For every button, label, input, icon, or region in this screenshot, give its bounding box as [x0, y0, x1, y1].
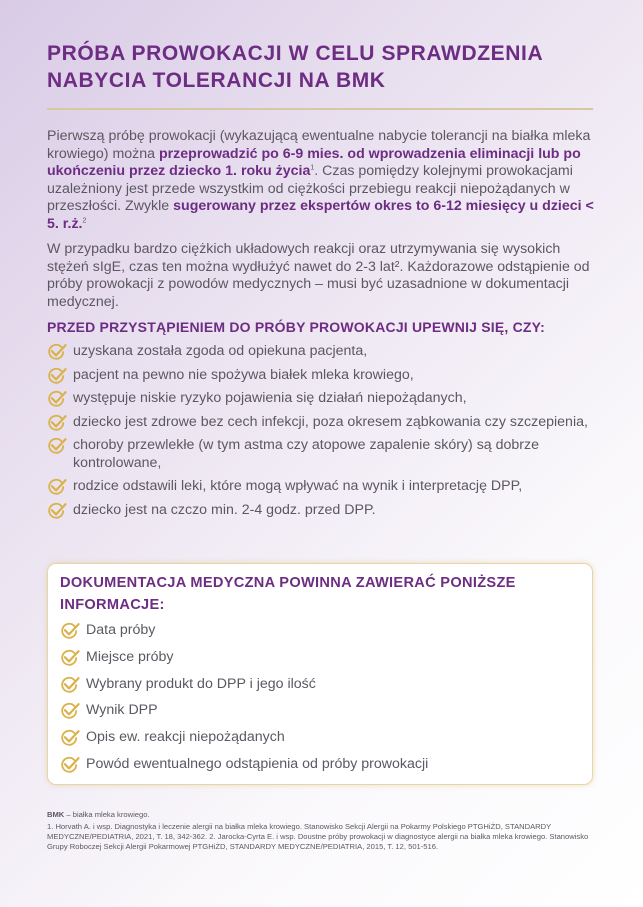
intro-highlight-timing: przeprowadzić po 6-9 mies. od wprowadzenia eliminacji lub po ukończeniu przez dziecko 1. roku życia [47, 145, 581, 179]
intro-paragraph-1 [47, 128, 597, 233]
list-item [47, 478, 597, 496]
list-item-text: Miejsce próby [86, 648, 174, 665]
list-item [47, 367, 597, 385]
check-circle-icon [60, 756, 80, 774]
intro-highlight-period: sugerowany przez ekspertów okres to 6-12 miesięcy u dzieci < 5. r.ż. [47, 198, 594, 232]
list-item [60, 676, 592, 694]
abbreviation-label: BMK [47, 810, 65, 819]
abbreviation-note [47, 810, 599, 820]
footnote-ref: 1 [310, 164, 315, 172]
list-item-text: Wynik DPP [86, 702, 158, 719]
check-circle-icon [47, 502, 67, 520]
documentation-heading: DOKUMENTACJA MEDYCZNA POWINNA ZAWIERAĆ PONIŻSZE INFORMACJE: [60, 575, 516, 613]
documentation-box [47, 563, 593, 785]
list-item [47, 437, 597, 472]
intro-paragraph-2: W przypadku bardzo ciężkich układowych reakcji oraz utrzymywania się wysokich stężeń sIgE, czas ten można wydłużyć nawet do 2-3 lat². Każdorazowe odstąpienie od próby prowokacji z powodów medycznych – musi być uzasadnione w dokumentacji medycznej. [47, 241, 590, 310]
documentation-list [60, 622, 592, 773]
intro-text-c: . Czas pomiędzy kolejnymi prowokacjami uzależniony jest przede wszystkim od ciężkości przebiegu reakcji niepożądanych w przeszłości. Zwykle [47, 163, 573, 214]
list-item [47, 343, 597, 361]
list-item [60, 702, 592, 720]
list-item-text: pacjent na pewno nie spożywa białek mleka krowiego, [73, 366, 414, 383]
divider [47, 108, 593, 110]
list-item-text: choroby przewlekłe (w tym astma czy atopowe zapalenie skóry) są dobrze kontrolowane, [73, 437, 540, 471]
list-item-text: Opis ew. reakcji niepożądanych [86, 729, 285, 746]
page-content [47, 40, 597, 525]
list-item [60, 649, 592, 667]
list-item [60, 729, 592, 747]
list-item-text: uzyskana została zgoda od opiekuna pacjenta, [73, 343, 368, 359]
check-circle-icon [60, 622, 80, 640]
footnote-ref: 2 [82, 216, 87, 224]
list-item-text: Wybrany produkt do DPP i jego ilość [86, 675, 316, 692]
list-item [47, 390, 597, 408]
check-circle-icon [60, 702, 80, 720]
check-circle-icon [47, 343, 67, 361]
check-circle-icon [60, 649, 80, 667]
page-title: PRÓBA PROWOKACJI W CELU SPRAWDZENIA NABYCIA TOLERANCJI NA BMK [47, 42, 543, 92]
checklist-heading: PRZED PRZYSTĄPIENIEM DO PRÓBY PROWOKACJI UPEWNIJ SIĘ, CZY: [47, 319, 546, 335]
list-item-text: Data próby [86, 622, 156, 638]
check-circle-icon [47, 437, 67, 455]
list-item-text: rodzice odstawili leki, które mogą wpływać na wynik i interpretację DPP, [73, 478, 523, 494]
checklist [47, 343, 597, 519]
check-circle-icon [60, 676, 80, 694]
check-circle-icon [47, 478, 67, 496]
check-circle-icon [47, 367, 67, 385]
check-circle-icon [60, 729, 80, 747]
references: 1. Horvath A. i wsp. Diagnostyka i leczenie alergii na białka mleka krowiego. Stanowisko Sekcji Alergii na Pokarmy Polskiego PTGHiŻD, STANDARDY MEDYCZNE/PEDIATRIA, 2021, T. 18, 342-362. 2. Jarocka-Cyrta E. i wsp. Doustne próby prowokacji w diagnostyce alergii na białka mleka krowiego. Stanowisko Grupy Roboczej Sekcji Alergii Pokarmowej PTGHiŻD, STANDARDY MEDYCZNE/PEDIATRIA, 2015, T. 12, 501-516. [47, 822, 589, 851]
abbreviation-text: – białka mleka krowiego. [64, 810, 150, 819]
list-item [47, 414, 597, 432]
list-item [60, 622, 592, 640]
list-item-text: Powód ewentualnego odstąpienia od próby prowokacji [86, 755, 429, 772]
list-item-text: występuje niskie ryzyko pojawienia się działań niepożądanych, [73, 390, 467, 406]
check-circle-icon [47, 390, 67, 408]
list-item [60, 756, 592, 774]
footnotes [47, 810, 599, 854]
list-item-text: dziecko jest na czczo min. 2-4 godz. przed DPP. [73, 501, 376, 518]
intro-text-a: Pierwszą próbę prowokacji (wykazującą ewentualne nabycie tolerancji na białka mleka krowiego) można [47, 128, 591, 162]
list-item-text: dziecko jest zdrowe bez cech infekcji, poza okresem ząbkowania czy szczepienia, [73, 413, 588, 430]
list-item [47, 502, 597, 520]
check-circle-icon [47, 414, 67, 432]
